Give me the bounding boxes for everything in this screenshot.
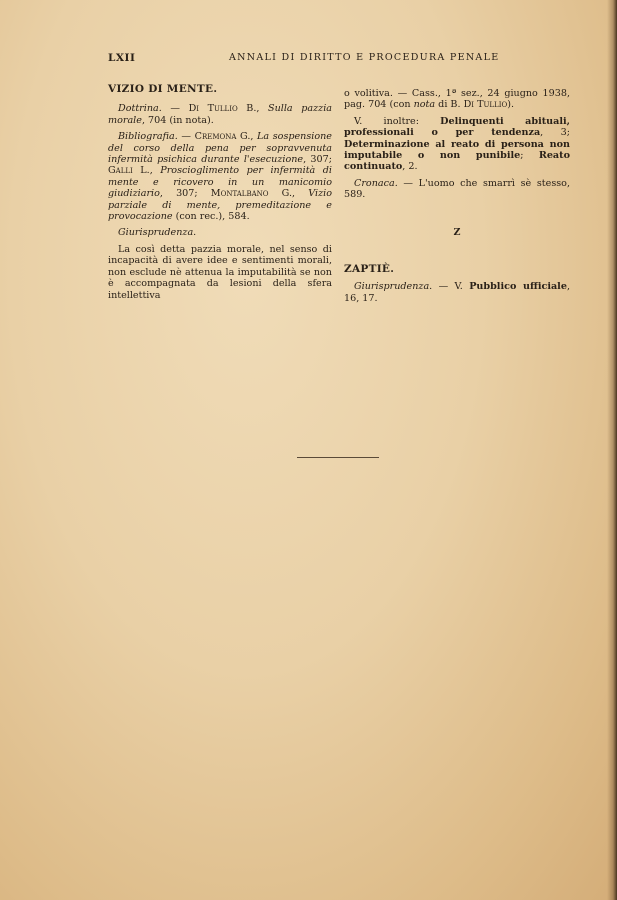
- dash: —: [177, 131, 195, 143]
- work-title: Proscioglimento per infermità di mente e ricovero in un manicomio giudiziario: [108, 165, 332, 200]
- see-prefix: — V.: [432, 281, 470, 293]
- zaptie-entry: [344, 281, 570, 304]
- cross-ref-number: , 16, 17.: [344, 281, 570, 304]
- author-cremona: Cremona G.: [194, 131, 251, 143]
- continuation-di: di B.: [435, 99, 464, 111]
- running-head: ANNALI DI DIRITTO E PROCEDURA PENALE: [229, 52, 500, 63]
- giurisprudenza-label-text: Giurisprudenza.: [118, 227, 197, 239]
- bibliografia-entry: [108, 131, 332, 222]
- dash: —: [161, 103, 189, 115]
- work-title: Vizio parziale di mente, premeditazione e provocazione: [108, 188, 332, 223]
- cross-ref-number: , 3;: [540, 127, 571, 139]
- section-letter-z: Z: [453, 226, 461, 238]
- separator: ,: [149, 165, 161, 177]
- page-number: LXII: [108, 52, 136, 64]
- continuation-end: ).: [507, 99, 514, 111]
- nota-word: nota: [413, 99, 436, 111]
- page-reference: (con rec.), 584.: [172, 211, 250, 223]
- author-montalbano: Montalbano G.: [210, 188, 293, 200]
- cross-ref-delinquenti-abituali: Delinquenti abituali, professionali o per tendenza: [344, 115, 570, 139]
- continuation-entry: [344, 88, 570, 111]
- page-reference: , 307;: [303, 154, 332, 166]
- cronaca-text: — L'uomo che smarrì sè stesso, 589.: [344, 177, 570, 201]
- page-edge-shadow: [607, 0, 617, 900]
- entry-heading-zaptie: ZAPTIÈ.: [344, 263, 395, 276]
- see-also-entry: [344, 116, 570, 173]
- cross-ref-pubblico-ufficiale: Pubblico ufficiale: [469, 281, 567, 293]
- dottrina-entry: [108, 103, 332, 126]
- giurisprudenza-label: [108, 227, 332, 238]
- bibliografia-label: Bibliografia.: [118, 131, 178, 143]
- separator: ,: [256, 103, 269, 115]
- left-column: [108, 84, 332, 306]
- end-rule: [297, 457, 379, 458]
- page-reference: , 307;: [159, 188, 211, 200]
- entry-heading-vizio-di-mente: VIZIO DI MENTE.: [108, 83, 218, 95]
- separator: ,: [250, 131, 258, 143]
- right-column: [344, 88, 570, 309]
- author-di-tullio: Di Tullio B.: [188, 103, 257, 115]
- separator: ,: [292, 188, 309, 200]
- work-title: La sospensione del corso della pena per sopravvenuta infermità psichica durante l'esecuzione: [108, 131, 332, 166]
- see-also-prefix: V. inoltre:: [354, 115, 441, 127]
- author-di-tullio: Di Tullio: [463, 99, 508, 111]
- page-header: [0, 52, 617, 66]
- author-galli: Galli L.: [108, 165, 150, 177]
- page-reference: , 704 (in nota).: [141, 114, 214, 126]
- work-title: Sulla pazzia morale: [108, 103, 332, 126]
- giurisprudenza-label: Giurisprudenza.: [354, 281, 433, 293]
- cross-ref-sep: ;: [520, 150, 539, 162]
- cross-ref-reato-continuato: Reato continuato: [344, 150, 570, 173]
- cross-ref-determinazione: Determinazione al reato di persona non imputabile o non punibile: [344, 138, 570, 162]
- cronaca-entry: [344, 178, 570, 201]
- cronaca-label: Cronaca.: [354, 177, 398, 189]
- continuation-text: o volitiva. — Cass., 1ª sez., 24 giugno 1938, pag. 704 (con: [344, 88, 570, 111]
- cross-ref-number: , 2.: [402, 161, 418, 173]
- dottrina-label: Dottrina.: [118, 103, 162, 115]
- giurisprudenza-text: La così detta pazzia morale, nel senso di incapacità di avere idee e sentimenti morali, non esclude nè attenua la imputabilità se non è accompagnata da lesioni della sfera intellettiva: [108, 243, 332, 301]
